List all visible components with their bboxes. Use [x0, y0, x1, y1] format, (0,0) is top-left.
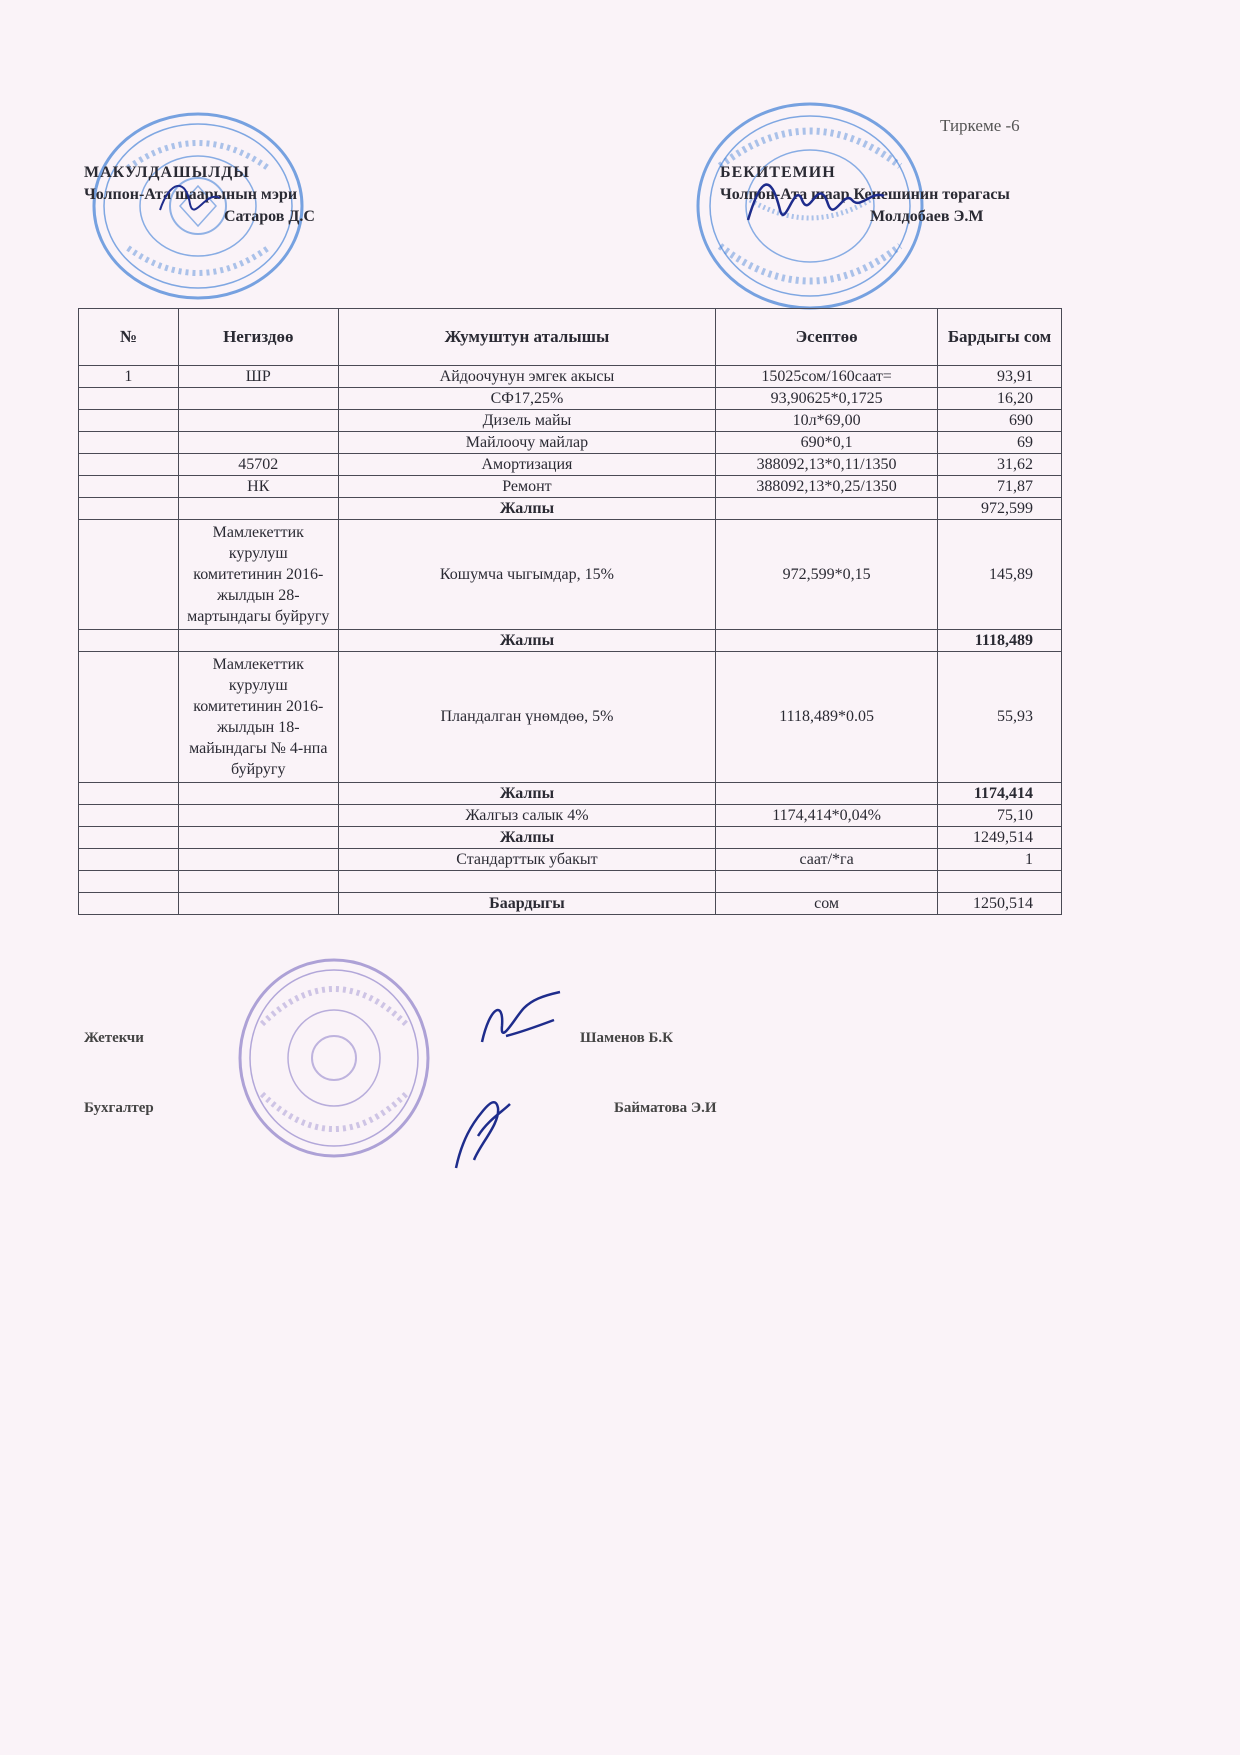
cell-basis: НК — [178, 476, 338, 498]
cell-num — [79, 893, 179, 915]
cell-total: 55,93 — [938, 652, 1062, 783]
signature-approval-left — [150, 170, 230, 230]
cell-work-name: Амортизация — [338, 454, 715, 476]
cell-num — [79, 783, 179, 805]
table-row — [79, 432, 1062, 454]
cell-work-name — [338, 871, 715, 893]
table-row — [79, 454, 1062, 476]
cell-calculation: 388092,13*0,11/1350 — [716, 454, 938, 476]
cell-total: 972,599 — [938, 498, 1062, 520]
cell-num — [79, 827, 179, 849]
cell-basis — [178, 410, 338, 432]
cell-basis — [178, 432, 338, 454]
cell-work-name: Жалпы — [338, 630, 715, 652]
cell-total: 31,62 — [938, 454, 1062, 476]
cell-work-name: Майлоочу майлар — [338, 432, 715, 454]
cell-basis: ШР — [178, 366, 338, 388]
cell-num — [79, 476, 179, 498]
cell-num — [79, 498, 179, 520]
cell-total: 690 — [938, 410, 1062, 432]
cell-work-name: Жалпы — [338, 498, 715, 520]
cell-calculation: 15025сом/160саат= — [716, 366, 938, 388]
cell-num — [79, 871, 179, 893]
cell-total: 1249,514 — [938, 827, 1062, 849]
cell-work-name: Айдоочунун эмгек акысы — [338, 366, 715, 388]
cell-total: 1174,414 — [938, 783, 1062, 805]
cell-calculation — [716, 783, 938, 805]
cell-calculation — [716, 630, 938, 652]
cell-basis: Мамлекеттик курулуш комитетинин 2016-жылдын 28-мартындагы буйругу — [178, 520, 338, 630]
cell-calculation: саат/*га — [716, 849, 938, 871]
cell-work-name: Ремонт — [338, 476, 715, 498]
approval-right-name: Молдобаев Э.М — [870, 208, 984, 225]
head-label: Жетекчи — [84, 1030, 144, 1046]
cell-basis — [178, 498, 338, 520]
cell-calculation: 1118,489*0.05 — [716, 652, 938, 783]
cell-num — [79, 520, 179, 630]
signature-accountant — [448, 1090, 518, 1172]
cell-num — [79, 805, 179, 827]
approval-right-position: Чолпон-Ата шаар Кенешинин төрагасы — [720, 186, 1010, 203]
calculation-table — [78, 308, 1062, 915]
cell-work-name: Жалпы — [338, 783, 715, 805]
cell-calculation — [716, 827, 938, 849]
cell-num — [79, 630, 179, 652]
approval-left-position: Чолпон-Ата шаарынын мэри — [84, 186, 298, 203]
cell-basis — [178, 827, 338, 849]
table-row — [79, 871, 1062, 893]
cell-basis — [178, 871, 338, 893]
table-row — [79, 476, 1062, 498]
cell-work-name: Жалпы — [338, 827, 715, 849]
cell-work-name: Стандарттык убакыт — [338, 849, 715, 871]
table-row — [79, 630, 1062, 652]
table-row — [79, 652, 1062, 783]
cell-total: 1 — [938, 849, 1062, 871]
cell-basis: Мамлекеттик курулуш комитетинин 2016-жылдын 18-майындагы № 4-нпа буйругу — [178, 652, 338, 783]
cell-num — [79, 432, 179, 454]
table-row — [79, 366, 1062, 388]
cell-work-name: Дизель майы — [338, 410, 715, 432]
head-signature-row — [84, 1030, 704, 1047]
cell-num: 1 — [79, 366, 179, 388]
cell-basis — [178, 805, 338, 827]
accountant-label: Бухгалтер — [84, 1100, 154, 1116]
table-row — [79, 498, 1062, 520]
approval-right-title: БЕКИТЕМИН — [720, 164, 836, 181]
cell-calculation: сом — [716, 893, 938, 915]
cell-calculation: 1174,414*0,04% — [716, 805, 938, 827]
cell-basis — [178, 893, 338, 915]
cell-basis — [178, 783, 338, 805]
table-row — [79, 410, 1062, 432]
cell-basis — [178, 849, 338, 871]
header-total: Бардыгы сом — [938, 309, 1062, 366]
appendix-label: Тиркеме -6 — [940, 116, 1020, 135]
header-num: № — [79, 309, 179, 366]
header-work-name: Жумуштун аталышы — [338, 309, 715, 366]
cell-calculation: 93,90625*0,1725 — [716, 388, 938, 410]
cell-calculation: 10л*69,00 — [716, 410, 938, 432]
signature-head — [476, 986, 566, 1056]
head-name: Шаменов Б.К — [580, 1030, 674, 1046]
cell-num — [79, 849, 179, 871]
cell-calculation: 972,599*0,15 — [716, 520, 938, 630]
cell-work-name: Баардыгы — [338, 893, 715, 915]
cell-calculation: 388092,13*0,25/1350 — [716, 476, 938, 498]
cell-calculation — [716, 498, 938, 520]
cell-total: 145,89 — [938, 520, 1062, 630]
table-row — [79, 388, 1062, 410]
table-body — [79, 366, 1062, 915]
table-row — [79, 827, 1062, 849]
cell-total: 69 — [938, 432, 1062, 454]
cell-num — [79, 388, 179, 410]
header-basis: Негиздөө — [178, 309, 338, 366]
cell-work-name: Кошумча чыгымдар, 15% — [338, 520, 715, 630]
cell-basis — [178, 388, 338, 410]
cell-num — [79, 410, 179, 432]
cell-work-name: СФ17,25% — [338, 388, 715, 410]
cell-calculation — [716, 871, 938, 893]
approval-left-name: Сатаров Д.С — [224, 208, 315, 225]
table-row — [79, 849, 1062, 871]
signature-approval-right — [740, 160, 890, 240]
cell-work-name: Пландалган үнөмдөө, 5% — [338, 652, 715, 783]
official-stamp-bottom — [234, 954, 434, 1164]
cell-total: 75,10 — [938, 805, 1062, 827]
cell-total: 93,91 — [938, 366, 1062, 388]
table-row — [79, 783, 1062, 805]
accountant-signature-row — [84, 1100, 744, 1117]
cell-num — [79, 652, 179, 783]
cell-work-name: Жалгыз салык 4% — [338, 805, 715, 827]
header-calculation: Эсептөө — [716, 309, 938, 366]
table-row — [79, 893, 1062, 915]
cell-basis — [178, 630, 338, 652]
table-row — [79, 805, 1062, 827]
cell-total: 1118,489 — [938, 630, 1062, 652]
cell-total: 1250,514 — [938, 893, 1062, 915]
cell-total: 71,87 — [938, 476, 1062, 498]
cell-total: 16,20 — [938, 388, 1062, 410]
cell-num — [79, 454, 179, 476]
cell-total — [938, 871, 1062, 893]
cell-basis: 45702 — [178, 454, 338, 476]
accountant-name: Байматова Э.И — [614, 1100, 717, 1116]
table-header-row — [79, 309, 1062, 366]
cell-calculation: 690*0,1 — [716, 432, 938, 454]
table-row — [79, 520, 1062, 630]
approval-left-title: МАКУЛДАШЫЛДЫ — [84, 164, 250, 181]
